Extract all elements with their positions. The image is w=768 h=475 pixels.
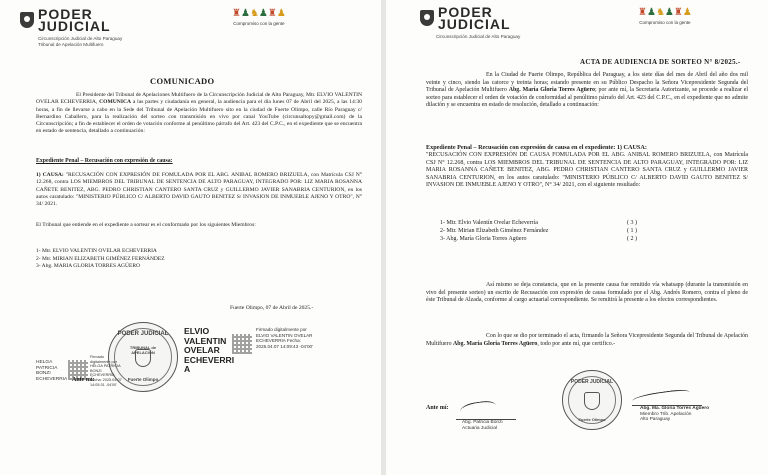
closing-pre: Con lo que se dio por terminado el acta, firmando la Señora Vicepresidente Segunda del Tribunal de Apelación Multifuero (426, 333, 748, 347)
sig-role: Miembro Trib. Apelación (640, 411, 692, 417)
members-intro: El Tribunal que entiende en el expediente a sortear es el conformado por los siguientes Miembros: (36, 222, 256, 228)
result-name: 1- Mtr. Elvio Valentín Ovelar Echeverría (440, 220, 538, 226)
seal-mid-text: TRIBUNAL de (129, 345, 157, 350)
logo-line-1: PODER (438, 4, 493, 20)
results-votes (622, 220, 642, 243)
member-item: 2- Mtr. MIRIAN ELIZABETH GIMÉNEZ FERNÁNDEZ (36, 255, 165, 262)
seal-top-text: PODER JUDICIAL (570, 379, 614, 385)
shield-icon (20, 12, 34, 28)
sig-name: Abg. Ma. Gloria Torres Agüero (640, 406, 710, 411)
closing-bold: Abg. María Gloria Torres Agüero (453, 340, 538, 347)
poder-judicial-logo (420, 6, 511, 30)
closing-post: , todo por ante mí, que certifico.- (537, 340, 616, 347)
digital-sign-helga: Firmado digitalmente por HELGA PATRICIA BONZI ECHEVERRIA Fecha: 2025.04.07 14:05:31 -04'00' (90, 355, 122, 387)
sig-role: Alto Paraguay (640, 417, 671, 423)
members-list (36, 248, 165, 271)
qr-code-icon (232, 334, 252, 354)
case-paragraph (36, 172, 362, 208)
shield-icon (420, 10, 434, 26)
seal-mid-text-2: APELACIÓN (131, 350, 155, 355)
header-subtitle (38, 36, 122, 47)
seal-bottom-text: Fuerte Olimpo (578, 417, 606, 422)
ante-mi-label: Ante mí: (72, 377, 95, 383)
document-title: ACTA DE AUDIENCIA DE SORTEO N° 8/2025.- (580, 58, 741, 66)
intro-paragraph (426, 72, 748, 110)
whatsapp-paragraph: Así mismo se deja constancia, que en la presente causa fue remitido vía whatsapp (durante la transmisión en vivo del presente sorteo) un escrito de Recusación con expresión de causa formulado por el Abg. Andrés Romero, contra el pleno de éste Tribunal de Alzada, conforme al cargo actuarial correspondiente. Se remitirá la presente a los efectos correspondientes. (426, 282, 748, 304)
seal-bottom-text: Fuerte Olimpo (127, 377, 159, 382)
ante-mi-label: Ante mí: (426, 405, 449, 411)
signature-gloria (640, 406, 709, 423)
closing-paragraph (426, 333, 748, 348)
sig-line: A (184, 364, 191, 375)
logo-line-1: PODER (38, 6, 93, 22)
sig-line: HELGA (36, 360, 53, 365)
signature-patricia (462, 420, 503, 431)
results-list (440, 220, 548, 243)
seal-top-text: PODER JUDICIAL (117, 331, 169, 337)
sig-line: VALENTIN (184, 335, 227, 346)
expediente-header: Expediente Penal – Recusación con expresión de causa en el expediente: 1) CAUSA: (426, 144, 647, 151)
member-item: 1- Mtr. ELVIO VALENTIN OVELAR ECHEVERRIA (36, 248, 157, 254)
intro-pre: En la Ciudad de Fuerte Olimpo, República del Paraguay, a los siete días del mes de Abril del año dos mil veinte y cinco, siendo las catorce y treinta horas; estando presente en su Público Despacho la Señora Vicepresidente Segunda del Tribunal de Apelación Multifuero (426, 72, 748, 94)
intro-post: ; por ante mí, la Secretaria Autorizante, se procede a realizar el sorteo para establecer el orden de votación de conformidad al penúltimo párrafo del Art. 423 del C.P.C., en el expediente que no admite dilación y se encuentra en estado de resolución, detallado a continuación: (426, 87, 748, 109)
poder-judicial-logo (20, 8, 111, 32)
compromiso-logo (232, 9, 286, 26)
expediente-header: Expediente Penal – Recusación con expresión de causa: (36, 158, 173, 164)
sig-line: ELVIO (184, 326, 210, 336)
result-vote: ( 3 ) (627, 220, 637, 226)
intro-paragraph (36, 92, 362, 136)
result-name: 3- Abg. María Gloria Torres Agüero (440, 235, 527, 242)
logo-line-2: JUDICIAL (438, 16, 511, 32)
compromiso-logo (638, 8, 692, 25)
header-subtitle: Circunscripción Judicial de Alto Paraguay (436, 34, 521, 39)
sig-line: ECHEVERRIA (36, 376, 68, 382)
intro-pre: El Presidente del Tribunal de Apelaciones Multifuero de la Circunscripción Judicial de Alto Paraguay, Mtr. ELVIO VALENTIN OVELAR ECHEVERRIA, (36, 92, 362, 106)
intro-post: a las partes y ciudadanía en general, la audiencia para el día lunes 07 de Abril del 2025, a las 14:30 horas, a fin de llevarse a cabo en la Sede del Tribunal de Apelación Multifuero sito en la ciudad de Fuerte Olimpo, calle Río Paraguay c/ Bernardino Caballero, para la realización del sorteo con transmisión en vivo por canal YouTube (circunsaltopy@gmail.com) de la Circunscripción; a fin de establecer el orden de votación conforme al penúltimo párrafo del Art. 423 del C.P.C., en el expediente que se encuentra en estado de sentencia, detallado a continuación: (36, 99, 362, 135)
sig-name: Abg. Patricia Bonzi (462, 420, 503, 425)
acta-page (386, 0, 768, 475)
case-paragraph: "RECUSACIÓN CON EXPRESIÓN DE CAUSA FOMULADA POR EL ABG. ANIBAL ROMERO BRIZUELA, con Matrícula CSJ N° 12.268, contra LOS MIEMBROS DEL TRIBUNAL DE SENTENCIA DE ALTO PARAGUAY, INTEGRADO POR: LIZ MARIA ROSANNA CAÑETE BENITEZ, ABG. PEDRO CHRISTIAN CANTERO SANTA CRUZ y GUILLERMO JAVIER SANABRIA CENTURION, en los autos caratulado: "MINISTERIO PÚBLICO C/ ALBERTO DAVID GAUTO BENITEZ S/ INVASION DE INMUEBLE AJENO Y OTRO", N° 34/ 2021, con el siguiente resultado: (426, 152, 748, 189)
signature-scribble (459, 400, 497, 419)
case-lead: 1) CAUSA: (36, 172, 64, 178)
digital-sign-elvio: Firmado digitalmente por ELVIO VALENTIN OVELAR ECHEVERRIA Fecha: 2025.04.07 14:09:43 -04'00' (256, 327, 313, 349)
result-vote: ( 1 ) (627, 227, 637, 234)
sub-tribunal: Tribunal de Apelación Multifuero (38, 41, 104, 47)
seal-emblem-icon (584, 392, 600, 410)
tagline: Compromiso con la gente (233, 21, 285, 26)
intro-bold: Abg. María Gloria Torres Agüero (508, 87, 595, 94)
result-name: 2- Mtr. Mirian Elizabeth Giménez Fernández (440, 227, 549, 234)
logo-line-2: JUDICIAL (38, 18, 111, 34)
result-vote: ( 2 ) (627, 235, 637, 242)
document-title: COMUNICADO (150, 76, 215, 86)
sig-line: PATRICIA (36, 365, 58, 371)
signature-elvio (184, 327, 234, 375)
people-icon: ♜♟♞♟♜♟ (638, 7, 692, 18)
signature-helga (36, 360, 67, 382)
sig-line: ECHEVERRI (184, 354, 235, 365)
case-text: "RECUSACIÓN CON EXPRESIÓN DE FOMULADA POR EL ABG. ANIBAL ROMERO BRIZUELA, con Matrícula CSJ N° 12.268, contra LOS MIEMBROS DEL TRIBUNAL DE SENTENCIA DE ALTO PARAGUAY, INTEGRADO POR: LIZ MARIA ROSANNA CAÑETE BENITEZ, ABG. PEDRO CHRISTIAN CANTERO SANTA CRUZ y GUILLERMO JAVIER SANABRIA CENTURION, en los autos caratulado: "MINISTERIO PÚBLICO C/ ALBERTO DAVID GAUTO BENITEZ S/ INVASION DE INMUEBLE AJENO Y OTRO", N° 34/ 2021. (36, 172, 362, 208)
comunicado-page (0, 0, 381, 475)
date-line: Fuerte Olimpo, 07 de Abril de 2025.- (230, 305, 314, 311)
intro-bold: COMUNICA (99, 99, 132, 106)
member-item: 3- Abg. MARIA GLORIA TORRES AGÜERO (36, 263, 141, 270)
sig-role: Actuaria Judicial (462, 425, 497, 431)
tagline: Compromiso con la gente (639, 20, 691, 25)
official-seal (562, 370, 622, 430)
signature-scribble (632, 388, 691, 406)
sub-circunscripcion: Circunscripción Judicial de Alto Paraguay (38, 36, 123, 41)
people-icon: ♜♟♞♟♜♟ (232, 8, 286, 19)
sig-line: BONZI (36, 371, 51, 377)
sig-line: OVELAR (184, 345, 220, 356)
